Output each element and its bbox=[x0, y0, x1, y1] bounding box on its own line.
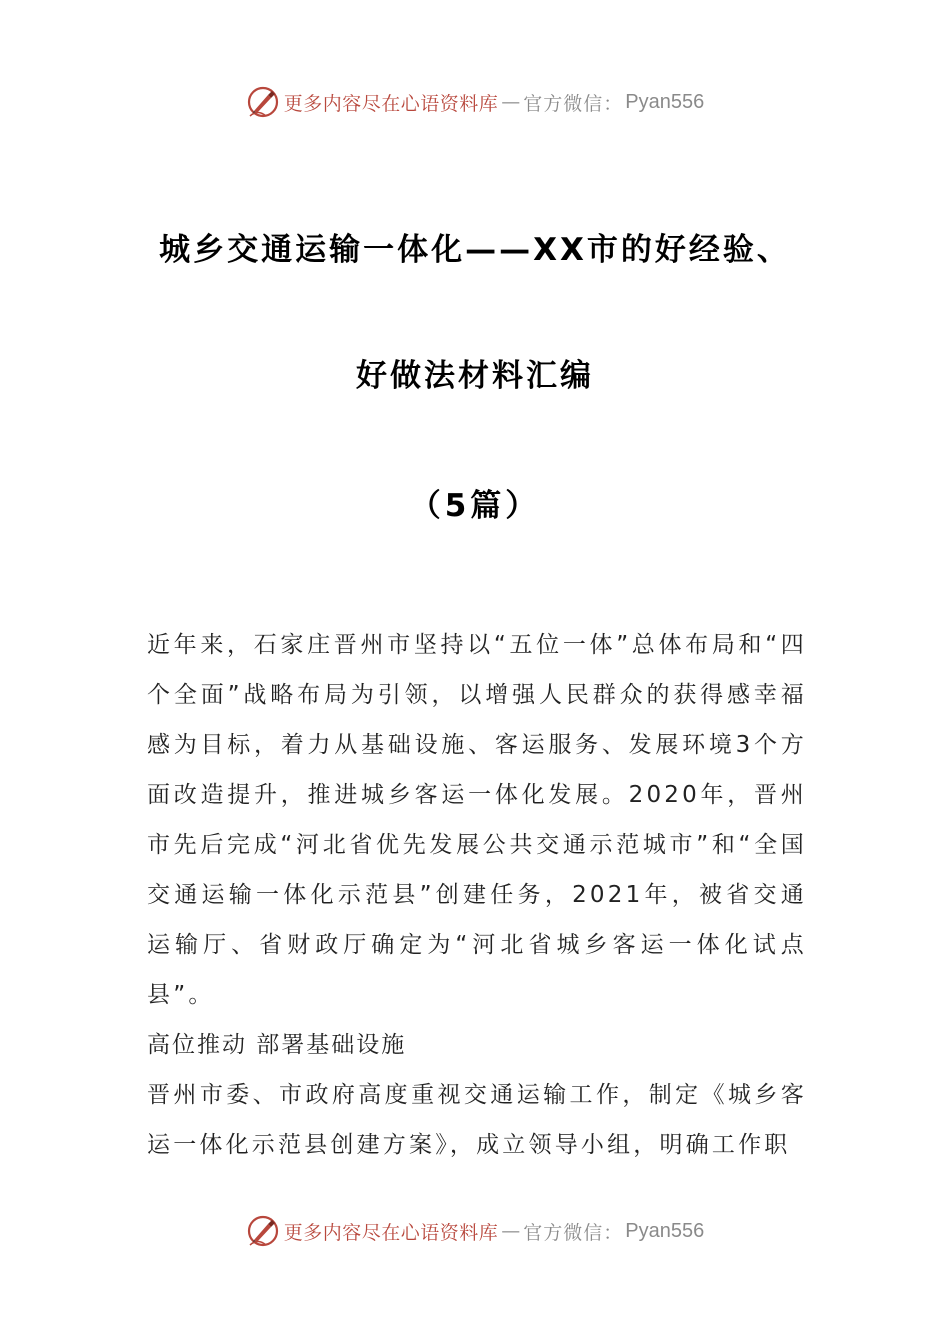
doc-title-line-2: 好做法材料汇编 bbox=[356, 358, 594, 394]
paragraph-section-1: 晋州市委、市政府高度重视交通运输工作，制定《城乡客运一体化示范县创建方案》，成立领导小组，明确工作职 bbox=[147, 1082, 807, 1158]
brand-text: 更多内容尽在心语资料库 bbox=[283, 1221, 499, 1244]
pen-logo-icon bbox=[246, 85, 280, 119]
doc-title-line-1: 城乡交通运输一体化——XX市的好经验、 bbox=[159, 232, 791, 268]
brand-text: 更多内容尽在心语资料库 bbox=[283, 92, 499, 115]
pen-logo-icon bbox=[246, 1214, 280, 1248]
doc-title-count: （5篇） bbox=[409, 488, 541, 524]
wechat-id: Pyan556 bbox=[625, 1219, 705, 1242]
wechat-label: 官方微信： bbox=[523, 92, 624, 115]
footer-banner bbox=[0, 1211, 950, 1251]
wechat-label: 官方微信： bbox=[523, 1221, 624, 1244]
wechat-id: Pyan556 bbox=[625, 90, 705, 113]
header-banner bbox=[0, 82, 950, 122]
brand-dash: — bbox=[501, 91, 521, 113]
section-heading: 高位推动 部署基础设施 bbox=[147, 1032, 407, 1058]
document-body bbox=[147, 620, 807, 1170]
brand-dash: — bbox=[501, 1220, 521, 1242]
paragraph-intro: 近年来，石家庄晋州市坚持以“五位一体”总体布局和“四个全面”战略布局为引领，以增强人民群众的获得感幸福感为目标，着力从基础设施、客运服务、发展环境3个方面改造提升，推进城乡客运一体化发展。2020年，晋州市先后完成“河北省优先发展公共交通示范城市”和“全国交通运输一体化示范县”创建任务，2021年，被省交通运输厅、省财政厅确定为“河北省城乡客运一体化试点县”。 bbox=[147, 632, 807, 1008]
